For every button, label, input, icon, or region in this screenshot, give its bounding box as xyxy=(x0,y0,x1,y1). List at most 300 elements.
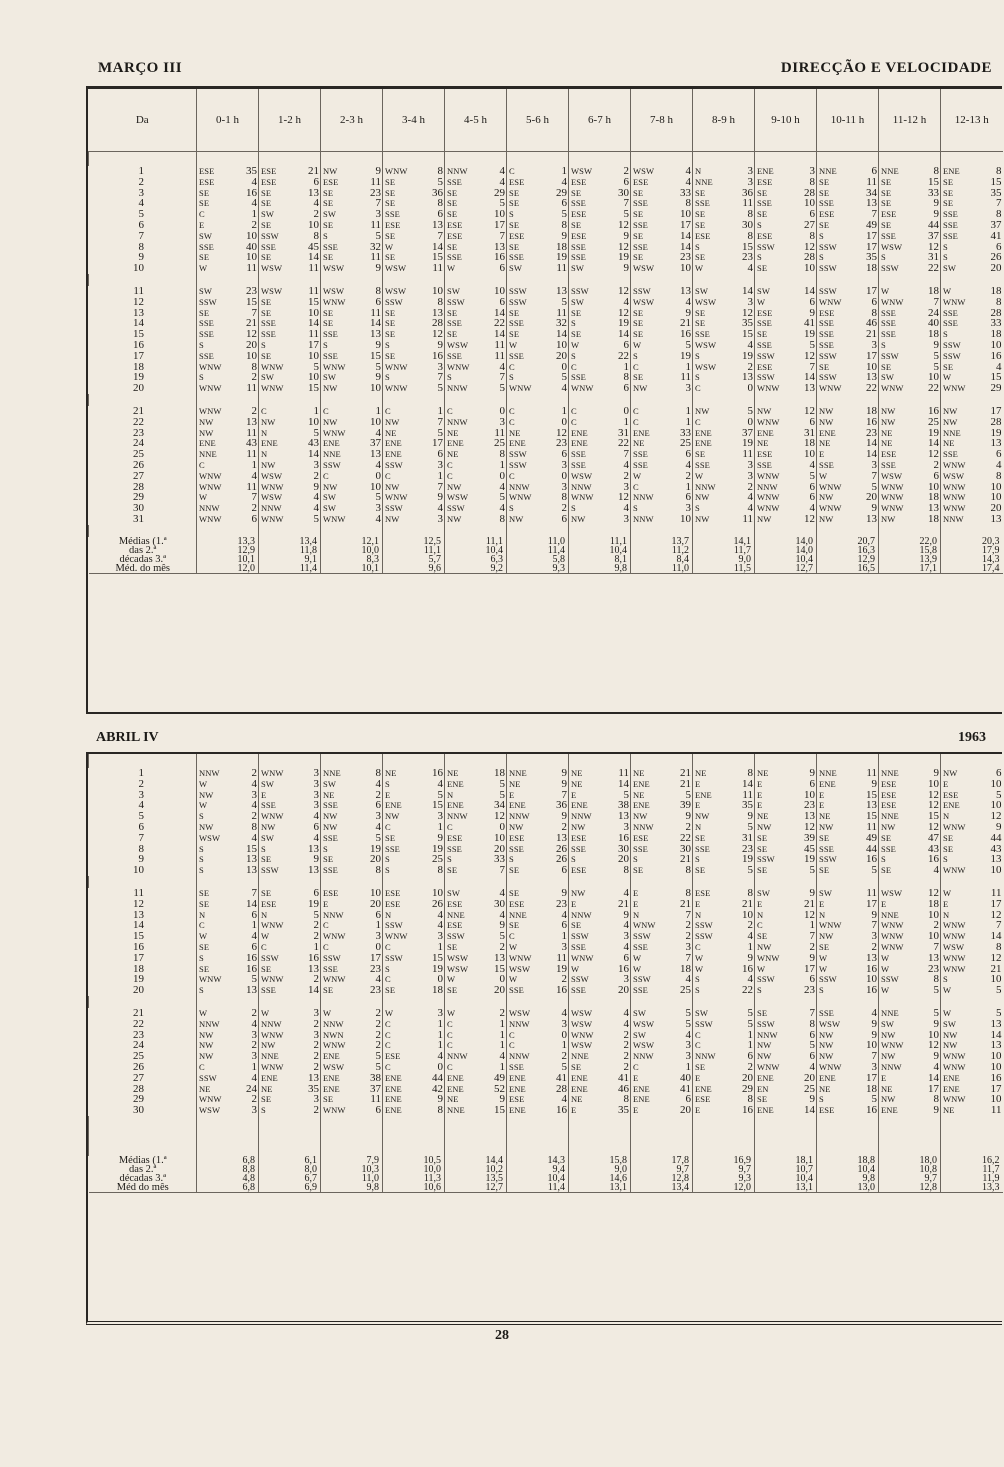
wind-cell xyxy=(817,188,879,199)
wind-speed: 4 xyxy=(375,513,381,525)
wind-speed: 3 xyxy=(313,789,319,801)
wind-direction: W xyxy=(757,963,766,974)
wind-direction: W xyxy=(199,800,208,811)
wind-speed: 2 xyxy=(561,821,567,833)
wind-speed: 9 xyxy=(809,887,815,899)
average-value: 9,3 xyxy=(693,1174,755,1183)
wind-cell xyxy=(817,964,879,975)
average-value: 20,7 xyxy=(817,537,879,546)
wind-speed: 20 xyxy=(494,985,505,996)
wind-cell xyxy=(259,1040,321,1051)
wind-cell xyxy=(507,1094,569,1105)
wind-direction: E xyxy=(633,898,639,909)
wind-speed: 23 xyxy=(370,985,381,996)
wind-speed: 21 xyxy=(866,329,877,340)
wind-speed: 17 xyxy=(990,405,1002,417)
wind-cell xyxy=(631,1051,693,1062)
spacer-cell xyxy=(259,876,321,888)
wind-direction: SSE xyxy=(447,252,462,263)
wind-direction: S xyxy=(757,985,762,996)
wind-direction: WNW xyxy=(633,920,656,931)
wind-speed: 11 xyxy=(308,329,319,340)
day-number: 20 xyxy=(133,985,144,996)
wind-cell xyxy=(631,231,693,242)
spacer-cell xyxy=(569,754,631,768)
wind-cell xyxy=(383,438,445,449)
wind-direction: SE xyxy=(199,963,210,974)
spacer-cell xyxy=(631,394,693,406)
wind-cell xyxy=(817,985,879,996)
wind-direction: SSE xyxy=(571,985,586,996)
wind-cell xyxy=(693,166,755,177)
spacer-cell xyxy=(631,876,693,888)
wind-cell xyxy=(321,209,383,220)
wind-direction: W xyxy=(819,470,828,481)
spacer-cell xyxy=(879,274,941,286)
wind-direction: S xyxy=(199,811,204,822)
wind-speed: 5 xyxy=(809,865,815,876)
wind-cell xyxy=(817,406,879,417)
col-header-hour: 7-8 h xyxy=(631,89,693,152)
wind-direction: E xyxy=(199,219,205,230)
wind-direction: NW xyxy=(881,405,896,416)
wind-cell xyxy=(879,1094,941,1105)
wind-speed: 12 xyxy=(928,449,939,460)
wind-cell xyxy=(817,231,879,242)
wind-direction: NNE xyxy=(881,811,899,822)
wind-cell xyxy=(817,844,879,855)
wind-speed: 2 xyxy=(313,1051,319,1062)
wind-speed: 19 xyxy=(742,350,753,362)
table-row xyxy=(89,503,1003,514)
wind-cell xyxy=(197,1105,259,1116)
wind-cell xyxy=(321,779,383,790)
wind-direction: C xyxy=(323,405,329,416)
wind-speed: 6 xyxy=(375,1105,381,1116)
wind-cell xyxy=(817,1008,879,1019)
wind-direction: SE xyxy=(447,187,458,198)
table-row xyxy=(89,964,1003,975)
wind-speed: 4 xyxy=(685,176,691,188)
wind-direction: W xyxy=(571,339,580,350)
wind-cell xyxy=(631,209,693,220)
wind-speed: 0 xyxy=(499,821,505,833)
wind-direction: NW xyxy=(261,459,276,470)
average-value: 6,3 xyxy=(445,555,507,564)
wind-direction: SE xyxy=(261,187,272,198)
table-row xyxy=(89,383,1003,394)
wind-cell xyxy=(383,1019,445,1030)
wind-cell xyxy=(879,242,941,253)
wind-direction: SE xyxy=(447,198,458,209)
wind-direction: C xyxy=(633,361,639,372)
wind-speed: 9 xyxy=(313,854,319,866)
average-row xyxy=(89,537,1003,546)
wind-speed: 2 xyxy=(251,1007,257,1019)
wind-speed: 23 xyxy=(804,985,815,996)
wind-speed: 13 xyxy=(246,865,257,876)
wind-speed: 11 xyxy=(370,176,381,188)
wind-speed: 20 xyxy=(990,503,1002,514)
wind-direction: W xyxy=(323,1007,332,1018)
average-value: 8,8 xyxy=(197,1165,259,1174)
wind-speed: 4 xyxy=(375,459,381,471)
wind-direction: WNW xyxy=(571,383,594,394)
table-row xyxy=(89,417,1003,428)
wind-cell xyxy=(383,460,445,471)
wind-cell xyxy=(321,166,383,177)
spacer-cell xyxy=(383,152,445,167)
wind-cell xyxy=(383,492,445,503)
wind-speed: 7 xyxy=(499,865,505,876)
wind-speed: 35 xyxy=(308,1083,319,1095)
spacer-cell xyxy=(445,394,507,406)
wind-direction: WNW xyxy=(385,166,408,176)
wind-direction: SSE xyxy=(447,843,462,854)
wind-cell xyxy=(321,942,383,953)
wind-speed: 5 xyxy=(499,492,505,504)
wind-speed: 6 xyxy=(375,800,381,812)
wind-cell xyxy=(631,166,693,177)
wind-direction: C xyxy=(199,1061,205,1072)
average-value: 11,4 xyxy=(507,1183,569,1193)
wind-direction: NE xyxy=(881,438,893,449)
wind-speed: 23 xyxy=(680,252,691,264)
wind-direction: C xyxy=(385,1040,391,1051)
wind-speed: 17 xyxy=(370,952,381,964)
wind-cell xyxy=(383,351,445,362)
wind-speed: 8 xyxy=(809,230,815,242)
wind-direction: WSW xyxy=(261,285,283,296)
wind-cell xyxy=(445,263,507,274)
wind-speed: 9 xyxy=(561,230,567,242)
day-number: 29 xyxy=(133,492,144,504)
wind-cell xyxy=(941,263,1003,274)
wind-speed: 7 xyxy=(375,198,381,210)
wind-speed: 23 xyxy=(742,252,753,264)
wind-direction: NW xyxy=(757,941,772,952)
wind-cell xyxy=(817,428,879,439)
wind-speed: 2 xyxy=(375,1018,381,1030)
average-value: 12,1 xyxy=(321,537,383,546)
wind-speed: 5 xyxy=(747,865,753,876)
wind-speed: 12 xyxy=(928,241,939,253)
wind-speed: 21 xyxy=(680,318,691,330)
col-header-hour: 12-13 h xyxy=(941,89,1003,152)
wind-speed: 13 xyxy=(432,219,443,231)
wind-direction: NW xyxy=(819,492,834,503)
wind-cell xyxy=(631,1094,693,1105)
wind-cell xyxy=(445,1051,507,1062)
wind-direction: ENE xyxy=(757,166,774,176)
wind-cell xyxy=(879,417,941,428)
spacer-cell xyxy=(383,394,445,406)
wind-direction: SE xyxy=(757,832,768,843)
wind-direction: WNW xyxy=(323,974,346,985)
table-row xyxy=(89,790,1003,801)
wind-cell xyxy=(259,899,321,910)
wind-direction: SW xyxy=(881,372,894,383)
wind-direction: E xyxy=(323,898,329,909)
wind-direction: SE xyxy=(757,843,768,854)
wind-cell xyxy=(879,942,941,953)
wind-cell xyxy=(941,1030,1003,1041)
wind-speed: 9 xyxy=(561,778,567,790)
wind-speed: 8 xyxy=(251,821,257,833)
wind-cell xyxy=(755,417,817,428)
wind-speed: 11 xyxy=(742,789,753,801)
wind-cell xyxy=(817,329,879,340)
average-value: 10,6 xyxy=(383,1183,445,1193)
wind-cell xyxy=(321,833,383,844)
wind-cell xyxy=(755,383,817,394)
wind-speed: 10 xyxy=(308,372,319,384)
wind-speed: 4 xyxy=(313,811,319,822)
wind-speed: 1 xyxy=(437,1029,443,1041)
wind-cell xyxy=(507,1073,569,1084)
average-value: 18,8 xyxy=(817,1156,879,1165)
wind-cell xyxy=(755,492,817,503)
wind-speed: 13 xyxy=(990,1040,1002,1052)
day-number: 27 xyxy=(133,470,144,482)
wind-speed: 12 xyxy=(618,285,629,297)
wind-cell xyxy=(879,492,941,503)
wind-direction: S xyxy=(261,843,266,854)
wind-speed: 15 xyxy=(432,800,443,812)
wind-direction: ENE xyxy=(385,1083,402,1094)
wind-speed: 18 xyxy=(804,438,815,450)
wind-speed: 3 xyxy=(685,383,691,394)
wind-cell xyxy=(445,844,507,855)
day-number: 2 xyxy=(138,778,144,790)
wind-speed: 14 xyxy=(308,985,319,996)
wind-direction: SE xyxy=(261,296,272,307)
wind-speed: 8 xyxy=(685,865,691,876)
wind-cell xyxy=(569,297,631,308)
wind-speed: 5 xyxy=(871,1094,877,1106)
wind-speed: 16 xyxy=(928,854,939,866)
wind-speed: 5 xyxy=(933,1007,939,1019)
wind-cell xyxy=(259,844,321,855)
wind-direction: WSW xyxy=(881,887,903,898)
wind-speed: 6 xyxy=(437,209,443,220)
wind-cell xyxy=(569,811,631,822)
average-value: 13,0 xyxy=(817,1183,879,1193)
wind-speed: 10 xyxy=(680,513,691,525)
wind-cell xyxy=(197,286,259,297)
wind-direction: SSW xyxy=(447,503,465,514)
wind-direction: ESE xyxy=(757,230,773,241)
wind-direction: SW xyxy=(323,503,336,514)
wind-speed: 2 xyxy=(933,920,939,932)
wind-speed: 8 xyxy=(437,1105,443,1116)
day-number: 5 xyxy=(138,209,144,220)
wind-direction: ENE xyxy=(695,789,712,800)
average-value: 8,0 xyxy=(259,1165,321,1174)
wind-speed: 9 xyxy=(375,372,381,384)
spacer-cell xyxy=(507,394,569,406)
wind-direction: WSW xyxy=(199,1105,221,1116)
wind-cell xyxy=(693,297,755,308)
day-number: 9 xyxy=(138,854,144,866)
wind-direction: W xyxy=(633,470,642,481)
wind-direction: WNW xyxy=(819,296,842,307)
wind-direction: SW xyxy=(199,230,212,241)
wind-direction: SE xyxy=(385,252,396,263)
wind-direction: ESE xyxy=(571,176,587,187)
wind-speed: 3 xyxy=(623,513,629,525)
wind-speed: 40 xyxy=(246,241,257,253)
wind-speed: 5 xyxy=(996,789,1002,801)
wind-cell xyxy=(569,1008,631,1019)
wind-direction: NNW xyxy=(881,1061,902,1072)
wind-cell xyxy=(817,1019,879,1030)
wind-cell xyxy=(259,768,321,779)
wind-speed: 7 xyxy=(499,230,505,242)
wind-speed: 3 xyxy=(561,941,567,953)
wind-direction: SW xyxy=(199,285,212,296)
wind-speed: 26 xyxy=(556,843,567,855)
wind-direction: NNW xyxy=(447,383,468,394)
wind-cell xyxy=(631,1073,693,1084)
wind-direction: NE xyxy=(447,449,459,460)
wind-speed: 18 xyxy=(928,898,939,910)
wind-speed: 10 xyxy=(990,778,1002,790)
wind-cell xyxy=(383,1008,445,1019)
average-value: 14,0 xyxy=(755,546,817,555)
wind-cell xyxy=(817,372,879,383)
wind-direction: WNW xyxy=(943,296,966,307)
wind-speed: 36 xyxy=(742,187,753,199)
wind-cell xyxy=(259,1084,321,1095)
wind-cell xyxy=(507,1008,569,1019)
wind-speed: 2 xyxy=(623,1029,629,1041)
spacer-cell xyxy=(383,1116,445,1156)
wind-speed: 13 xyxy=(804,811,815,822)
wind-speed: 10 xyxy=(804,263,815,274)
wind-direction: SSE xyxy=(199,241,214,252)
wind-speed: 6 xyxy=(313,176,319,188)
wind-direction: SE xyxy=(447,865,458,876)
spacer-cell xyxy=(89,876,197,888)
wind-cell xyxy=(631,329,693,340)
day-number: 12 xyxy=(133,296,144,308)
wind-cell xyxy=(631,899,693,910)
day-number: 18 xyxy=(133,963,144,975)
wind-speed: 5 xyxy=(499,198,505,210)
day-number: 26 xyxy=(133,459,144,471)
wind-cell xyxy=(197,406,259,417)
wind-direction: NW xyxy=(261,821,276,832)
wind-cell xyxy=(693,1040,755,1051)
wind-cell xyxy=(817,417,879,428)
wind-direction: ENE xyxy=(447,1083,464,1094)
wind-cell xyxy=(631,406,693,417)
average-value: 11,1 xyxy=(383,546,445,555)
wind-speed: 28 xyxy=(804,252,815,264)
wind-speed: 14 xyxy=(308,318,319,330)
wind-direction: WNW xyxy=(447,361,470,372)
wind-speed: 1 xyxy=(375,920,381,932)
wind-direction: E xyxy=(571,1105,577,1116)
wind-speed: 8 xyxy=(623,372,629,384)
wind-cell xyxy=(941,953,1003,964)
wind-cell xyxy=(631,297,693,308)
wind-direction: SSE xyxy=(323,865,338,876)
average-value: 17,8 xyxy=(631,1156,693,1165)
wind-cell xyxy=(755,297,817,308)
wind-cell xyxy=(941,351,1003,362)
wind-speed: 5 xyxy=(375,492,381,504)
wind-cell xyxy=(383,198,445,209)
wind-speed: 28 xyxy=(804,187,815,199)
wind-direction: ENE xyxy=(385,449,402,460)
wind-cell xyxy=(631,263,693,274)
wind-cell xyxy=(755,449,817,460)
wind-cell xyxy=(941,286,1003,297)
wind-speed: 23 xyxy=(370,187,381,199)
wind-cell xyxy=(507,822,569,833)
wind-direction: ENE xyxy=(571,427,588,438)
wind-direction: SE xyxy=(695,865,706,876)
wind-speed: 14 xyxy=(680,230,691,242)
wind-direction: SSW xyxy=(757,854,775,865)
wind-cell xyxy=(507,460,569,471)
wind-speed: 14 xyxy=(990,1029,1002,1041)
wind-direction: SSE xyxy=(199,329,214,340)
wind-cell xyxy=(259,953,321,964)
spacer-cell xyxy=(445,754,507,768)
spacer-cell xyxy=(321,754,383,768)
wind-speed: 3 xyxy=(251,1029,257,1041)
wind-cell xyxy=(817,438,879,449)
wind-speed: 32 xyxy=(370,241,381,253)
wind-cell xyxy=(321,974,383,985)
wind-speed: 2 xyxy=(251,811,257,822)
wind-speed: 3 xyxy=(251,1105,257,1116)
wind-cell xyxy=(755,1105,817,1116)
wind-cell xyxy=(445,1040,507,1051)
wind-direction: SSE xyxy=(323,329,338,340)
day-number: 23 xyxy=(133,427,144,439)
wind-speed: 8 xyxy=(437,198,443,210)
wind-speed: 5 xyxy=(809,339,815,351)
spacer-cell xyxy=(507,1116,569,1156)
wind-direction: S xyxy=(881,252,886,263)
wind-direction: S xyxy=(819,252,824,263)
day-number: 27 xyxy=(133,1072,144,1084)
wind-speed: 3 xyxy=(685,941,691,953)
wind-direction: W xyxy=(199,778,208,789)
average-value: 16,3 xyxy=(817,546,879,555)
wind-direction: S xyxy=(385,854,390,865)
wind-speed: 9 xyxy=(933,1105,939,1116)
average-value: 5,8 xyxy=(507,555,569,564)
wind-speed: 17 xyxy=(494,219,505,231)
wind-speed: 2 xyxy=(747,481,753,493)
spacer-cell xyxy=(89,394,197,406)
wind-speed: 1 xyxy=(437,470,443,482)
wind-speed: 25 xyxy=(494,438,505,450)
wind-speed: 0 xyxy=(561,416,567,428)
wind-cell xyxy=(941,231,1003,242)
wind-direction: NW xyxy=(199,416,214,427)
wind-speed: 7 xyxy=(251,307,257,319)
wind-direction: WNW xyxy=(323,427,346,438)
wind-cell xyxy=(693,308,755,319)
wind-speed: 4 xyxy=(747,974,753,986)
wind-direction: WNW xyxy=(819,920,842,931)
